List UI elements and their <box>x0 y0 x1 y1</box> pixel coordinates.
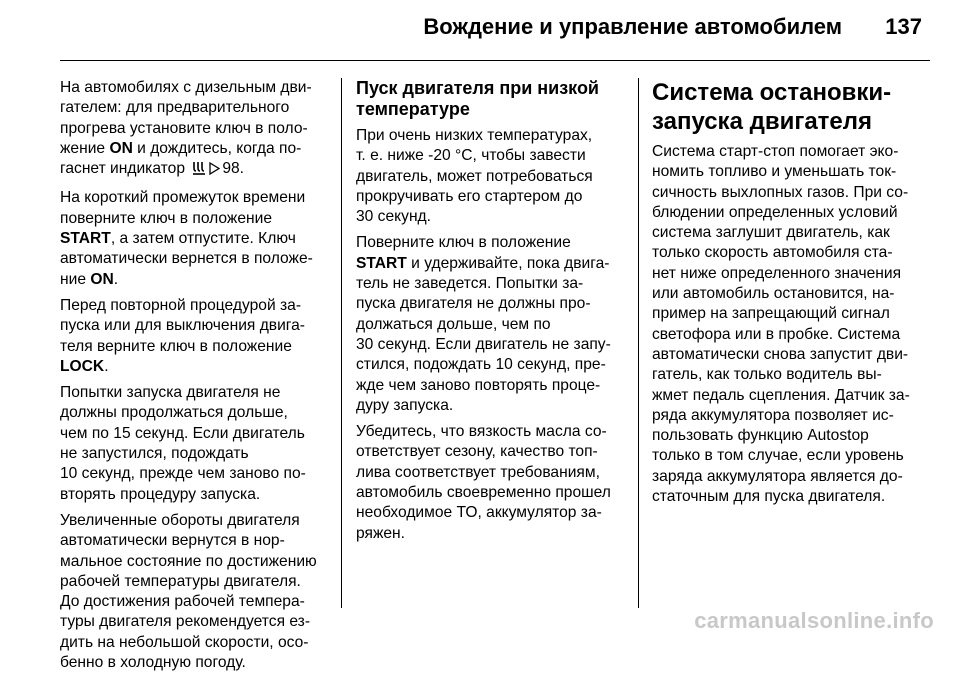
paragraph: Поверните ключ в положение START и удерживайте, пока двига- тель не заведется. Попытки за- пуска двигателя не должны про- должаться дольше, чем по 30 секунд. Если двигатель не запу- стился, подождать 10 секунд, пре- жде чем заново повторять проце- дуру запуска. <box>356 234 611 414</box>
paragraph: На автомобилях с дизельным дви- гателем: для предварительного прогрева установите ключ в поло- жение ON и дождитесь, когда по- гаснет индикатор 98. <box>60 78 332 182</box>
column-divider <box>341 78 342 608</box>
paragraph: Увеличенные обороты двигателя автоматически вернутся в нор- мальное состояние по достижению рабочей температуры двигателя. До достижения рабочей темпера- туры двигателя рекомендуется ез- дить на небольшой скорости, осо- бенно в холодную погоду. <box>60 511 317 672</box>
paragraph: На короткий промежуток времени поверните ключ в положение START, а затем отпустите. Ключ автоматически вернется в положе- ние ON. <box>60 189 313 288</box>
position-start: START <box>356 254 407 272</box>
paragraph: Убедитесь, что вязкость масла со- ответствует сезону, качество топ- лива соответствует требованиям, автомобиль своевременно прошел необходимое ТО, аккумулятор за- ряжен. <box>356 423 611 542</box>
position-on: ON <box>90 270 114 288</box>
column-3 <box>652 78 930 513</box>
column-1 <box>60 78 332 679</box>
page-title: Вождение и управление автомобилем <box>423 14 842 39</box>
section-heading: Пуск двигателя при низкой температуре <box>356 78 599 119</box>
page-reference-icon <box>209 161 220 181</box>
position-start: START <box>60 230 111 248</box>
column-divider <box>638 78 639 608</box>
page-reference[interactable]: 98. <box>222 160 245 178</box>
column-2 <box>356 78 628 550</box>
page-header <box>0 0 960 62</box>
watermark: carmanualsonline.info <box>694 608 934 633</box>
paragraph: Система старт-стоп помогает эко- номить топливо и уменьшать ток- сичность выхлопных газов. При со- блюдении определенных условий система заглушит двигатель, как только скорость автомобиля ста- нет ниже определенного значения или автомобиль остановится, на- пример на запрещающий сигнал светофора или в пробке. Система автоматически снова запустит дви- гатель, как только водитель вы- жмет педаль сцепления. Датчик за- ряда аккумулятора позволяет ис- пользовать функцию Autostop только в том случае, если уровень заряда аккумулятора является до- статочным для пуска двигателя. <box>652 143 910 506</box>
paragraph: Попытки запуска двигателя не должны продолжаться дольше, чем по 15 секунд. Если двигатель не запустился, подождать 10 секунд, прежде чем заново по- вторять процедуру запуска. <box>60 384 306 503</box>
position-lock: LOCK <box>60 357 105 375</box>
section-heading: Система остановки- запуска двигателя <box>652 79 892 135</box>
position-on: ON <box>109 139 133 157</box>
paragraph: Перед повторной процедурой за- пуска или для выключения двига- теля верните ключ в положение LOCK. <box>60 296 305 375</box>
glow-plug-icon <box>191 160 207 182</box>
paragraph: При очень низких температурах, т. е. ниже -20 °C, чтобы завести двигатель, может потребоваться прокручивать его стартером до 30 секунд. <box>356 127 593 226</box>
header-rule <box>60 60 930 61</box>
page-number: 137 <box>885 14 922 39</box>
